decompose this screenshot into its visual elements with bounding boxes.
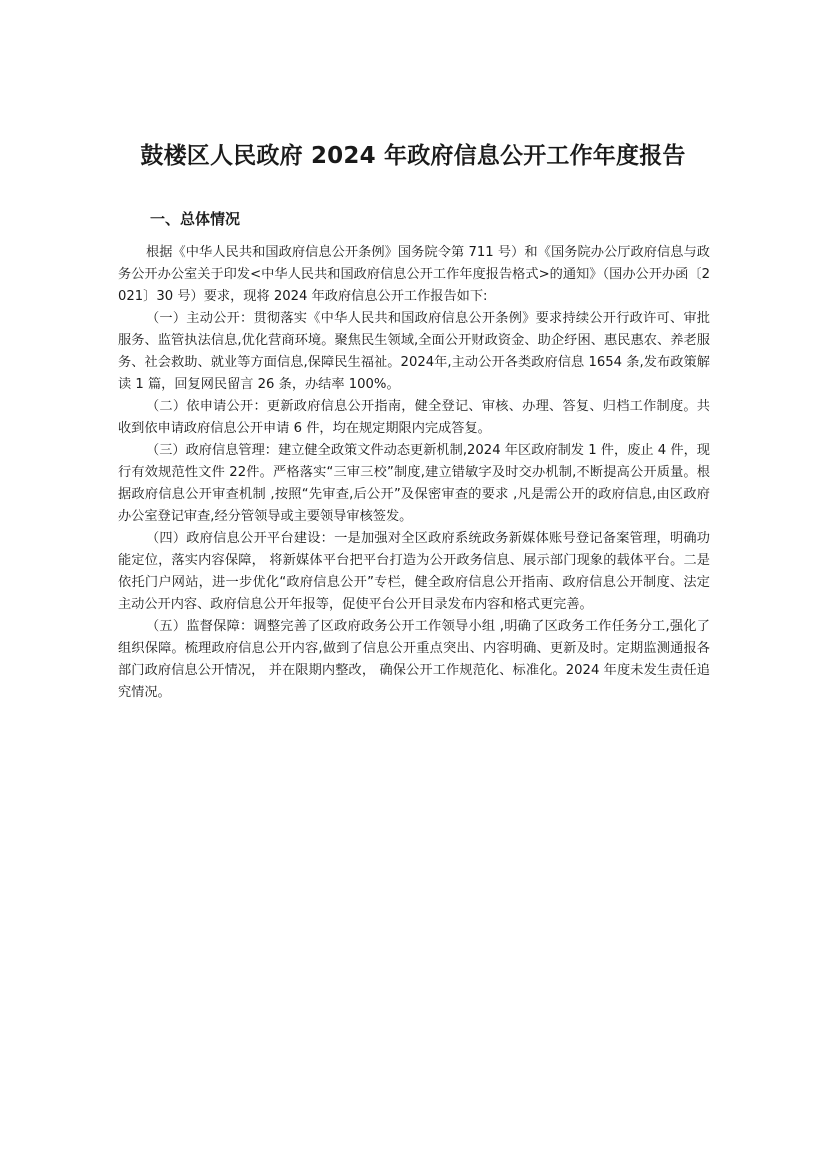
document-title: 鼓楼区人民政府 2024 年政府信息公开工作年度报告 — [140, 143, 686, 169]
paragraph-information-management: （三）政府信息管理：建立健全政策文件动态更新机制,2024 年区政府制发 1 件，废止 4 件，现行有效规范性文件 22件。严格落实“三审三校”制度,建立错敏字及时交办机制,不断提高公开质量。根据政府信息公开审查机制 ,按照“先审查,后公开”及保密审查的要求 ,凡是需公开的政府信息,由区政府办公室登记审查,经分管领导或主要领导审核签发。 — [118, 443, 710, 524]
paragraph-proactive-disclosure: （一）主动公开：贯彻落实《中华人民共和国政府信息公开条例》要求持续公开行政许可、审批服务、监管执法信息,优化营商环境。聚焦民生领域,全面公开财政资金、助企纾困、惠民惠农、养老服务、社会救助、就业等方面信息,保障民生福祉。2024年,主动公开各类政府信息 1654 条,发布政策解读 1 篇，回复网民留言 26 条，办结率 100%。 — [118, 311, 710, 392]
paragraph-platform-construction: （四）政府信息公开平台建设：一是加强对全区政府系统政务新媒体账号登记备案管理，明确功能定位，落实内容保障， 将新媒体平台把平台打造为公开政务信息、展示部门现象的载体平台。二是依托门户网站，进一步优化“政府信息公开”专栏，健全政府信息公开指南、政府信息公开制度、法定主动公开内容、政府信息公开年报等，促使平台公开目录发布内容和格式更完善。 — [118, 531, 710, 612]
paragraph-intro: 根据《中华人民共和国政府信息公开条例》国务院令第 711 号）和《国务院办公厅政府信息与政务公开办公室关于印发<中华人民共和国政府信息公开工作年度报告格式>的通知》（国办公开办函〔2021〕30 号）要求，现将 2024 年政府信息公开工作报告如下: — [118, 245, 710, 304]
section-heading-overview: 一、总体情况 — [150, 210, 241, 228]
paragraph-supervision: （五）监督保障：调整完善了区政府政务公开工作领导小组 ,明确了区政务工作任务分工,强化了组织保障。梳理政府信息公开内容,做到了信息公开重点突出、内容明确、更新及时。定期监测通报各部门政府信息公开情况， 并在限期内整改， 确保公开工作规范化、标准化。2024 年度未发生责任追究情况。 — [118, 619, 710, 700]
paragraph-disclosure-on-request: （二）依申请公开：更新政府信息公开指南，健全登记、审核、办理、答复、归档工作制度。共收到依申请政府信息公开申请 6 件，均在规定期限内完成答复。 — [118, 399, 710, 436]
section-body-overview — [118, 242, 710, 704]
